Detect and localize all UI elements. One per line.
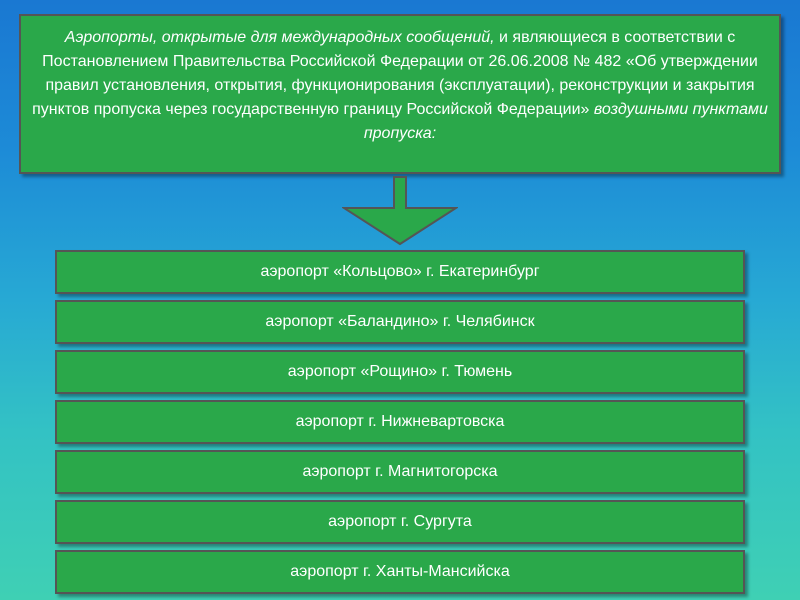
header-text-italic-end: воздушными пунктами пропуска:: [363, 101, 768, 142]
header-text-italic-start: Аэропорты, открытые для международных сообщений,: [64, 29, 495, 46]
airport-item-koltsovo: аэропорт «Кольцово» г. Екатеринбург: [55, 250, 745, 294]
airport-item-surgut: аэропорт г. Сургута: [55, 500, 745, 544]
airport-item-nizhnevartovsk: аэропорт г. Нижневартовска: [55, 400, 745, 444]
airport-item-magnitogorsk: аэропорт г. Магнитогорска: [55, 450, 745, 494]
airport-item-roshchino: аэропорт «Рощино» г. Тюмень: [55, 350, 745, 394]
down-arrow-icon: [342, 176, 458, 246]
airport-item-khanty-mansiysk: аэропорт г. Ханты-Мансийска: [55, 550, 745, 594]
header-box: [19, 14, 781, 174]
header-text-regular: и являющиеся в соответствии с Постановлением Правительства Российской Федерации от 26.06.2008 № 482 «Об утверждении правил установления, открытия, функционирования (эксплуатации), реконструкции и закрытия пунктов пропуска через государственную границу Российской Федерации»: [32, 29, 758, 118]
airport-item-balandino: аэропорт «Баландино» г. Челябинск: [55, 300, 745, 344]
